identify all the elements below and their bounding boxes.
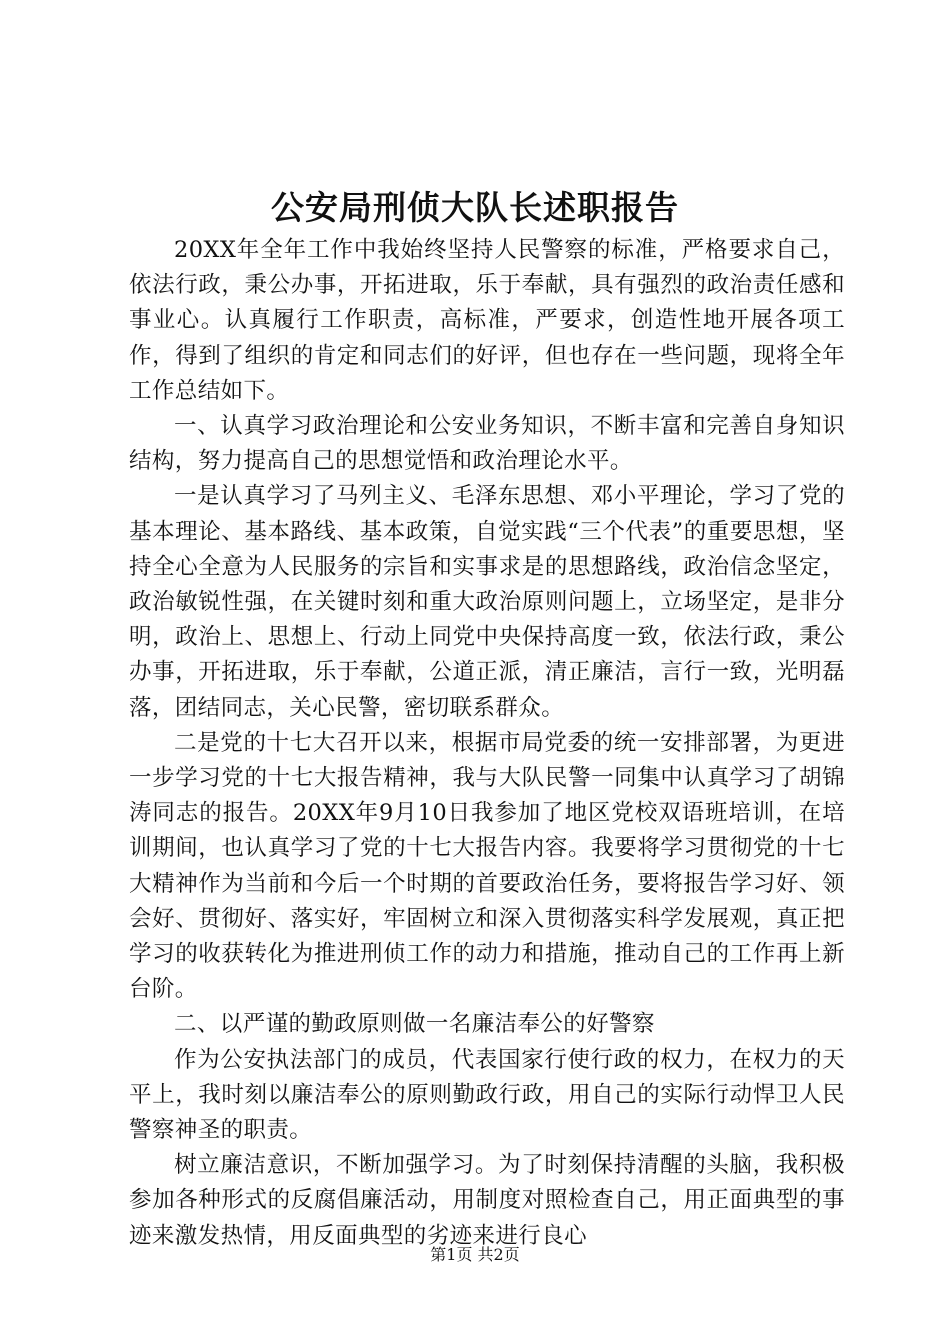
paragraph: 树立廉洁意识，不断加强学习。为了时刻保持清醒的头脑，我积极参加各种形式的反腐倡廉活动，用制度对照检查自己，用正面典型的事迹来激发热情，用反面典型的劣迹来进行良心: [129, 1152, 845, 1249]
paragraph: 二是党的十七大召开以来，根据市局党委的统一安排部署，为更进一步学习党的十七大报告精神，我与大队民警一同集中认真学习了胡锦涛同志的报告。20XX年9月10日我参加了地区党校双语班培训，在培训期间，也认真学习了党的十七大报告内容。我要将学习贯彻党的十七大精神作为当前和今后一个时期的首要政治任务，要将报告学习好、领会好、贯彻好、落实好，牢固树立和深入贯彻落实科学发展观，真正把学习的收获转化为推进刑侦工作的动力和措施，推动自己的工作再上新台阶。: [129, 729, 845, 1003]
page-number-footer: 第1页 共2页: [430, 1245, 520, 1264]
document-body: [129, 233, 845, 1254]
section-heading: 二、以严谨的勤政原则做一名廉洁奉公的好警察: [174, 1011, 655, 1038]
paragraph: 一是认真学习了马列主义、毛泽东思想、邓小平理论，学习了党的基本理论、基本路线、基本政策，自觉实践“三个代表”的重要思想，坚持全心全意为人民服务的宗旨和实事求是的思想路线，政治信念坚定，政治敏锐性强，在关键时刻和重大政治原则问题上，立场坚定，是非分明，政治上、思想上、行动上同党中央保持高度一致，依法行政，秉公办事，开拓进取，乐于奉献，公道正派，清正廉洁，言行一致，光明磊落，团结同志，关心民警，密切联系群众。: [129, 483, 845, 721]
document-title: 公安局刑侦大队长述职报告: [271, 188, 679, 227]
paragraph: 作为公安执法部门的成员，代表国家行使行政的权力，在权力的天平上，我时刻以廉洁奉公的原则勤政行政，用自己的实际行动悍卫人民警察神圣的职责。: [129, 1046, 845, 1144]
paragraph: 20XX年全年工作中我始终坚持人民警察的标准，严格要求自己，依法行政，秉公办事，开拓进取，乐于奉献，具有强烈的政治责任感和事业心。认真履行工作职责，高标准，严要求，创造性地开展各项工作，得到了组织的肯定和同志们的好评，但也存在一些问题，现将全年工作总结如下。: [129, 237, 845, 404]
paragraph: 一、认真学习政治理论和公安业务知识，不断丰富和完善自身知识结构，努力提高自己的思想觉悟和政治理论水平。: [129, 413, 845, 475]
